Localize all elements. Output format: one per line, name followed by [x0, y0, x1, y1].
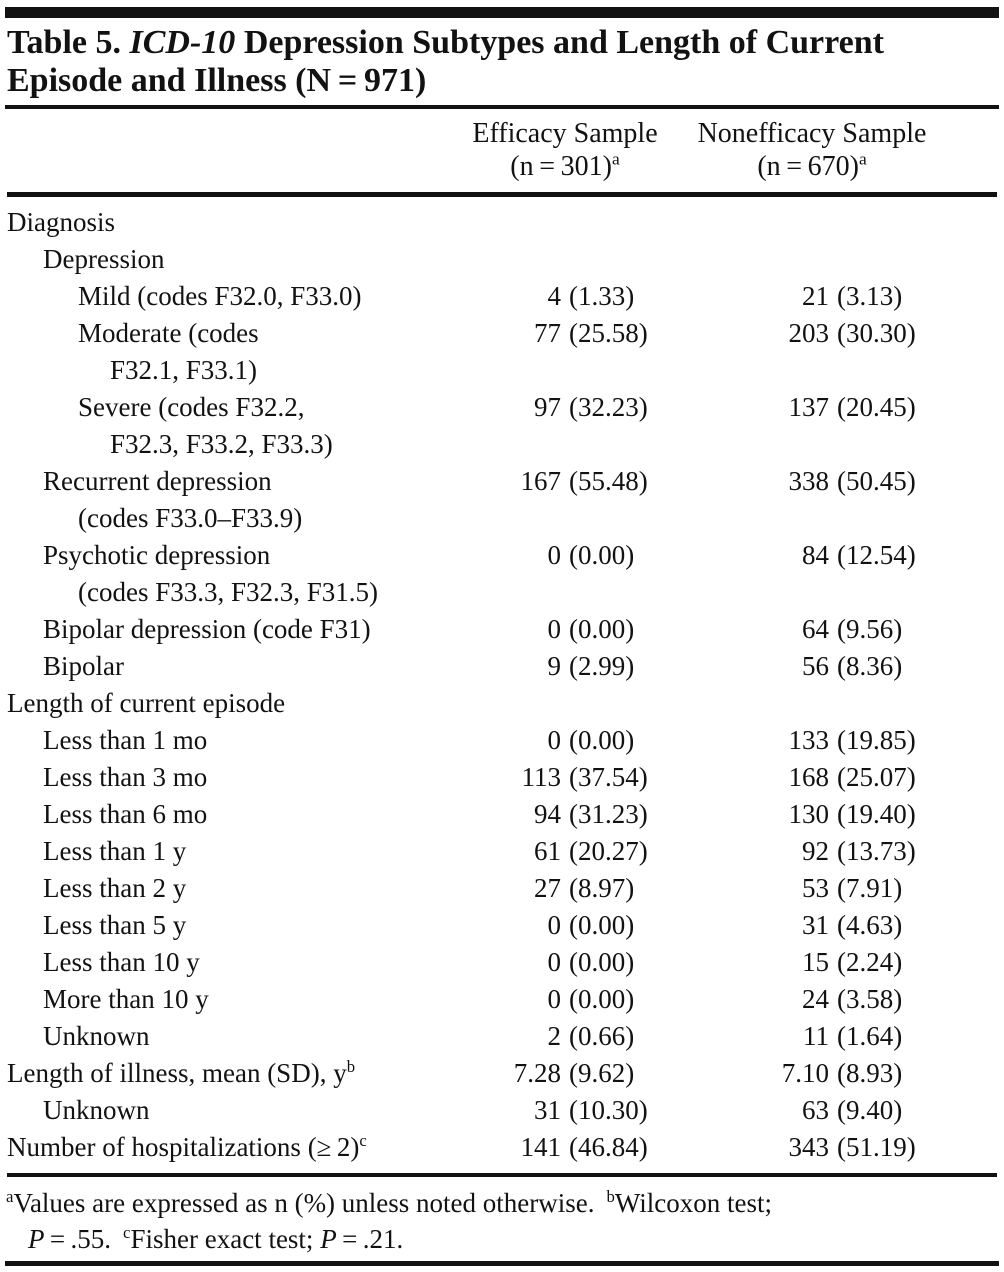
value-percent: (0.00): [569, 947, 635, 977]
table-row: [7, 195, 997, 242]
nonefficacy-value-cell: [707, 463, 997, 500]
nonefficacy-value-cell: [707, 1129, 997, 1175]
efficacy-value-cell: [467, 870, 707, 907]
value-percent: (9.40): [837, 1095, 903, 1125]
value-count: 133: [788, 725, 829, 755]
efficacy-value-cell: [467, 389, 707, 426]
footnote-superscript-c: c: [123, 1223, 131, 1242]
value-count: 77: [534, 318, 561, 348]
nonefficacy-value-cell: [707, 759, 997, 796]
value-count: 113: [521, 762, 561, 792]
value-percent: (7.91): [837, 873, 903, 903]
value-count: 92: [802, 836, 829, 866]
value-percent: (30.30): [837, 318, 916, 348]
footnote: [6, 1185, 997, 1257]
header-empty-cell: [7, 109, 467, 195]
value-percent: (32.23): [569, 392, 648, 422]
row-label-superscript: c: [359, 1131, 367, 1150]
value-count: 141: [520, 1132, 561, 1162]
value-percent: (2.24): [837, 947, 903, 977]
row-label: Less than 3 mo: [43, 762, 208, 792]
value-count: 7.10: [781, 1058, 829, 1088]
efficacy-value-cell: [467, 352, 707, 389]
nonefficacy-value-cell: [707, 389, 997, 426]
top-rule: [5, 7, 999, 18]
row-label: Severe (codes F32.2,: [78, 392, 305, 422]
table-row: [7, 1092, 997, 1129]
row-label: Moderate (codes: [78, 318, 259, 348]
value-count: 4: [547, 281, 561, 311]
row-label-cell: [7, 241, 467, 278]
journal-table-page: [0, 7, 1004, 1272]
column-header-nonefficacy: [697, 109, 997, 195]
value-count: 24: [802, 984, 829, 1014]
row-label-cell: [7, 833, 467, 870]
nonefficacy-value-cell: [707, 648, 997, 685]
row-label: Recurrent depression: [43, 466, 272, 496]
column-header-efficacy: [467, 109, 707, 195]
row-label-cell: [7, 722, 467, 759]
nonefficacy-value-cell: [707, 944, 997, 981]
efficacy-value-cell: [467, 195, 707, 242]
nonefficacy-value-cell: [707, 833, 997, 870]
table-row: [7, 500, 997, 537]
value-count: 31: [534, 1095, 561, 1125]
table-number: Table 5.: [7, 24, 130, 61]
row-label-cell: [7, 944, 467, 981]
efficacy-value-cell: [467, 574, 707, 611]
table-row: [7, 463, 997, 500]
efficacy-value-cell: [467, 315, 707, 352]
row-label: Less than 5 y: [43, 910, 187, 940]
bottom-rule: [5, 1261, 999, 1266]
value-percent: (19.40): [837, 799, 916, 829]
footnote-c-text: Fisher exact test;: [130, 1224, 321, 1254]
table-row: [7, 241, 997, 278]
value-count: 64: [802, 614, 829, 644]
footnote-superscript-a: a: [6, 1187, 14, 1206]
efficacy-value-cell: [467, 1018, 707, 1055]
row-label-cell: [7, 981, 467, 1018]
value-percent: (50.45): [837, 466, 916, 496]
value-percent: (46.84): [569, 1132, 648, 1162]
value-percent: (20.27): [569, 836, 648, 866]
table-row: [7, 1055, 997, 1092]
row-label: Diagnosis: [7, 207, 115, 237]
value-percent: (20.45): [837, 392, 916, 422]
row-label: Depression: [43, 244, 165, 274]
value-percent: (25.07): [837, 762, 916, 792]
efficacy-header-line2: (n = 301): [510, 151, 612, 182]
value-percent: (4.63): [837, 910, 903, 940]
value-count: 0: [547, 614, 561, 644]
efficacy-value-cell: [467, 537, 707, 574]
value-count: 11: [803, 1021, 829, 1051]
nonefficacy-value-cell: [707, 574, 997, 611]
efficacy-value-cell: [467, 1092, 707, 1129]
nonefficacy-value-cell: [707, 722, 997, 759]
nonefficacy-value-cell: [707, 685, 997, 722]
row-label-cell: [7, 907, 467, 944]
table-row: [7, 796, 997, 833]
value-count: 0: [547, 540, 561, 570]
footnote-b-text: Wilcoxon test;: [614, 1188, 773, 1218]
value-count: 203: [788, 318, 829, 348]
value-percent: (3.13): [837, 281, 903, 311]
nonefficacy-value-cell: [707, 870, 997, 907]
table-row: [7, 944, 997, 981]
efficacy-value-cell: [467, 796, 707, 833]
table-row: [7, 722, 997, 759]
value-percent: (0.00): [569, 984, 635, 1014]
row-label-cell: [7, 648, 467, 685]
value-percent: (0.00): [569, 910, 635, 940]
value-count: 167: [520, 466, 561, 496]
nonefficacy-value-cell: [707, 796, 997, 833]
row-label-cell: [7, 463, 467, 500]
value-percent: (37.54): [569, 762, 648, 792]
nonefficacy-value-cell: [707, 241, 997, 278]
value-percent: (51.19): [837, 1132, 916, 1162]
value-count: 2: [547, 1021, 561, 1051]
value-count: 0: [547, 947, 561, 977]
table-row: [7, 981, 997, 1018]
efficacy-value-cell: [467, 1055, 707, 1092]
nonefficacy-header-line1: Nonefficacy Sample: [697, 118, 927, 149]
value-count: 53: [802, 873, 829, 903]
efficacy-header-superscript: a: [611, 149, 620, 169]
header-row: [7, 109, 997, 195]
row-label-cell: [7, 611, 467, 648]
row-label: Less than 10 y: [43, 947, 200, 977]
value-percent: (25.58): [569, 318, 648, 348]
row-label: Mild (codes F32.0, F33.0): [78, 281, 362, 311]
row-label: Unknown: [43, 1021, 150, 1051]
table-row: [7, 426, 997, 463]
table-row: [7, 574, 997, 611]
row-label: F32.3, F33.2, F33.3): [110, 429, 333, 459]
table-row: [7, 352, 997, 389]
value-percent: (55.48): [569, 466, 648, 496]
row-label-cell: [7, 426, 467, 463]
efficacy-value-cell: [467, 685, 707, 722]
nonefficacy-value-cell: [707, 611, 997, 648]
row-label: Length of current episode: [7, 688, 286, 718]
table-row: [7, 870, 997, 907]
row-label-cell: [7, 1129, 467, 1175]
row-label-cell: [7, 278, 467, 315]
nonefficacy-value-cell: [707, 278, 997, 315]
value-percent: (1.33): [569, 281, 635, 311]
value-count: 27: [534, 873, 561, 903]
row-label-cell: [7, 500, 467, 537]
row-label: (codes F33.0–F33.9): [78, 503, 303, 533]
value-count: 130: [788, 799, 829, 829]
value-percent: (9.56): [837, 614, 903, 644]
data-table: [7, 109, 997, 1177]
value-percent: (0.66): [569, 1021, 635, 1051]
row-label-superscript: b: [346, 1057, 356, 1076]
footnote-p1-italic: P: [28, 1224, 45, 1254]
value-count: 9: [547, 651, 561, 681]
value-percent: (1.64): [837, 1021, 903, 1051]
value-percent: (31.23): [569, 799, 648, 829]
footnote-p2-italic: P: [320, 1224, 337, 1254]
table-row: [7, 611, 997, 648]
efficacy-value-cell: [467, 833, 707, 870]
efficacy-value-cell: [467, 944, 707, 981]
value-percent: (8.97): [569, 873, 635, 903]
row-label: Less than 6 mo: [43, 799, 208, 829]
nonefficacy-value-cell: [707, 1055, 997, 1092]
table-row: [7, 278, 997, 315]
row-label: Less than 1 mo: [43, 725, 208, 755]
row-label: Bipolar: [43, 651, 124, 681]
table-row: [7, 389, 997, 426]
row-label-cell: [7, 389, 467, 426]
row-label: Psychotic depression: [43, 540, 271, 570]
table-title: [0, 18, 1004, 105]
value-percent: (8.36): [837, 651, 903, 681]
table-title-line2: Episode and Illness (N = 971): [7, 62, 427, 99]
table-row: [7, 1018, 997, 1055]
nonefficacy-value-cell: [707, 315, 997, 352]
row-label: Less than 1 y: [43, 836, 187, 866]
table-header: [7, 109, 997, 195]
value-percent: (3.58): [837, 984, 903, 1014]
value-count: 84: [802, 540, 829, 570]
row-label-cell: [7, 352, 467, 389]
row-label: (codes F33.3, F32.3, F31.5): [78, 577, 379, 607]
efficacy-value-cell: [467, 907, 707, 944]
value-count: 94: [534, 799, 561, 829]
row-label-cell: [7, 1018, 467, 1055]
nonefficacy-value-cell: [707, 537, 997, 574]
table-row: [7, 648, 997, 685]
value-count: 63: [802, 1095, 829, 1125]
row-label-cell: [7, 1092, 467, 1129]
row-label-cell: [7, 1055, 467, 1092]
footnote-p2-value: = .21.: [336, 1224, 404, 1254]
value-percent: (19.85): [837, 725, 916, 755]
row-label-cell: [7, 685, 467, 722]
nonefficacy-value-cell: [707, 352, 997, 389]
row-label: Bipolar depression (code F31): [43, 614, 371, 644]
row-label: More than 10 y: [43, 984, 209, 1014]
value-percent: (8.93): [837, 1058, 903, 1088]
value-count: 137: [788, 392, 829, 422]
row-label: Unknown: [43, 1095, 150, 1125]
value-count: 97: [534, 392, 561, 422]
value-count: 21: [802, 281, 829, 311]
value-count: 338: [788, 466, 829, 496]
value-count: 56: [802, 651, 829, 681]
efficacy-value-cell: [467, 426, 707, 463]
value-percent: (0.00): [569, 725, 635, 755]
table-row: [7, 759, 997, 796]
nonefficacy-value-cell: [707, 1018, 997, 1055]
nonefficacy-value-cell: [707, 1092, 997, 1129]
efficacy-value-cell: [467, 500, 707, 537]
value-percent: (2.99): [569, 651, 635, 681]
efficacy-value-cell: [467, 648, 707, 685]
value-percent: (9.62): [569, 1058, 635, 1088]
value-count: 0: [547, 725, 561, 755]
table-body: [7, 195, 997, 1176]
footnote-a-text: Values are expressed as n (%) unless noted otherwise.: [13, 1188, 595, 1218]
efficacy-value-cell: [467, 241, 707, 278]
value-percent: (12.54): [837, 540, 916, 570]
footnote-p1-value: = .55.: [44, 1224, 112, 1254]
row-label: Less than 2 y: [43, 873, 187, 903]
value-percent: (10.30): [569, 1095, 648, 1125]
value-count: 343: [788, 1132, 829, 1162]
row-label-cell: [7, 195, 467, 242]
value-count: 0: [547, 910, 561, 940]
value-percent: (13.73): [837, 836, 916, 866]
value-count: 7.28: [513, 1058, 561, 1088]
efficacy-value-cell: [467, 611, 707, 648]
efficacy-header-line1: Efficacy Sample: [472, 118, 658, 149]
table-row: [7, 907, 997, 944]
row-label: F32.1, F33.1): [110, 355, 258, 385]
value-count: 15: [802, 947, 829, 977]
value-count: 61: [534, 836, 561, 866]
row-label-cell: [7, 537, 467, 574]
nonefficacy-header-superscript: a: [858, 149, 867, 169]
table-row: [7, 1129, 997, 1175]
value-count: 31: [802, 910, 829, 940]
value-percent: (0.00): [569, 540, 635, 570]
nonefficacy-value-cell: [707, 981, 997, 1018]
efficacy-value-cell: [467, 981, 707, 1018]
value-percent: (0.00): [569, 614, 635, 644]
footnote-superscript-b: b: [606, 1187, 615, 1206]
nonefficacy-value-cell: [707, 426, 997, 463]
table-row: [7, 315, 997, 352]
table-row: [7, 685, 997, 722]
efficacy-value-cell: [467, 463, 707, 500]
efficacy-value-cell: [467, 278, 707, 315]
row-label: Number of hospitalizations (≥ 2): [7, 1132, 360, 1162]
nonefficacy-header-line2: (n = 670): [757, 151, 859, 182]
nonefficacy-value-cell: [707, 500, 997, 537]
row-label-cell: [7, 870, 467, 907]
table-title-italic: ICD-10: [129, 24, 236, 61]
nonefficacy-value-cell: [707, 907, 997, 944]
row-label-cell: [7, 796, 467, 833]
row-label-cell: [7, 574, 467, 611]
efficacy-value-cell: [467, 722, 707, 759]
row-label-cell: [7, 759, 467, 796]
row-label: Length of illness, mean (SD), y: [7, 1058, 347, 1088]
table-row: [7, 833, 997, 870]
value-count: 168: [788, 762, 829, 792]
value-count: 0: [547, 984, 561, 1014]
nonefficacy-value-cell: [707, 195, 997, 242]
table-title-text: Depression Subtypes and Length of Current: [235, 24, 884, 61]
row-label-cell: [7, 315, 467, 352]
efficacy-value-cell: [467, 1129, 707, 1175]
table-row: [7, 537, 997, 574]
efficacy-value-cell: [467, 759, 707, 796]
